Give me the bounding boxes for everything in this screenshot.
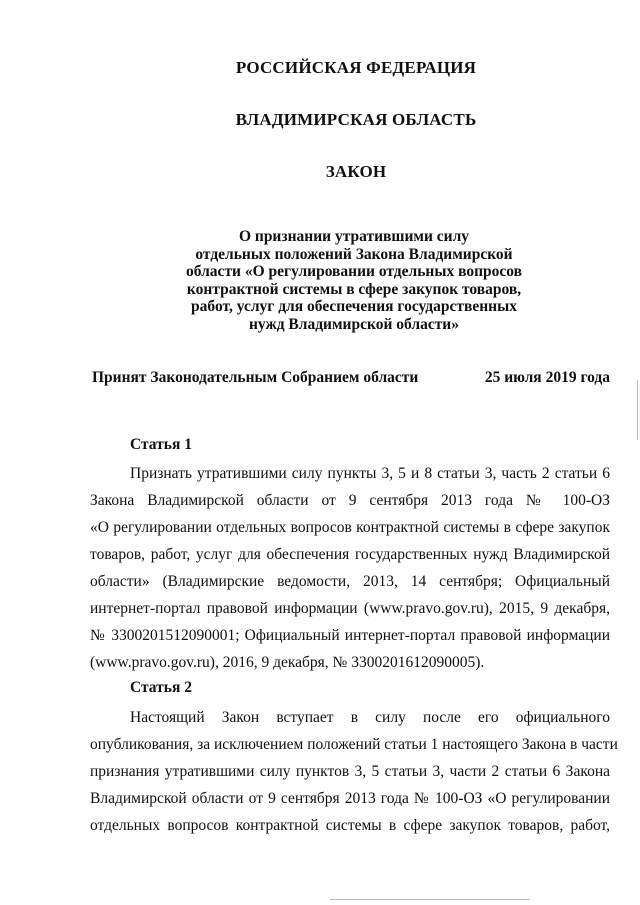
- law-title-line: нужд Владимирской области»: [249, 315, 459, 333]
- article-1-line: Закона Владимирской области от 9 сентября 2013 года № 100-ОЗ: [90, 492, 610, 509]
- region-heading: ВЛАДИМИРСКАЯ ОБЛАСТЬ: [235, 110, 477, 129]
- article-2-line: признания утратившими силу пунктов 3, 5 статьи 3, части 2 статьи 6 Закона: [90, 763, 610, 780]
- scan-artifact: [330, 899, 530, 900]
- article-1-line: Признать утратившими силу пункты 3, 5 и 8 статьи 3, часть 2 статьи 6: [130, 465, 610, 482]
- law-title-line: отдельных положений Закона Владимирской: [195, 245, 513, 263]
- article-1-line: интернет-портал правовой информации (www.pravo.gov.ru), 2015, 9 декабря,: [90, 600, 610, 617]
- article-1-line: № 3300201512090001; Официальный интернет-портал правовой информации: [90, 627, 610, 644]
- law-title: [178, 228, 530, 334]
- law-title-line: области «О регулировании отдельных вопросов: [186, 263, 522, 281]
- adopted-by: Принят Законодательным Собранием области: [92, 369, 419, 386]
- article-2-line: отдельных вопросов контрактной системы в сфере закупок товаров, работ,: [90, 817, 610, 834]
- article-1-line: (www.pravo.gov.ru), 2016, 9 декабря, № 3300201612090005).: [90, 654, 485, 671]
- article-1-text: [90, 460, 610, 676]
- law-title-line: контрактной системы в сфере закупок товаров,: [186, 280, 522, 298]
- article-2-line: Настоящий Закон вступает в силу после его официального: [130, 709, 610, 726]
- doc-type-heading: ЗАКОН: [325, 162, 387, 181]
- article-2-line: Владимирской области от 9 сентября 2013 года № 100-ОЗ «О регулировании: [90, 790, 610, 807]
- article-2-title: Статья 2: [130, 679, 192, 696]
- article-1-line: товаров, работ, услуг для обеспечения государственных нужд Владимирской: [90, 546, 610, 563]
- article-2-text: [90, 704, 618, 839]
- law-title-line: работ, услуг для обеспечения государственных: [191, 298, 517, 316]
- adoption-line: [92, 369, 610, 387]
- article-1-line: «О регулировании отдельных вопросов контрактной системы в сфере закупок: [90, 519, 610, 536]
- scan-artifact: [637, 380, 638, 440]
- law-title-line: О признании утратившими силу: [238, 228, 470, 245]
- country-heading: РОССИЙСКАЯ ФЕДЕРАЦИЯ: [235, 58, 477, 77]
- article-2-line: опубликования, за исключением положений статьи 1 настоящего Закона в части: [90, 736, 618, 753]
- article-1-line: области» (Владимирские ведомости, 2013, 14 сентября; Официальный: [90, 573, 610, 590]
- adoption-date: 25 июля 2019 года: [484, 369, 610, 386]
- article-1-title: Статья 1: [130, 436, 192, 453]
